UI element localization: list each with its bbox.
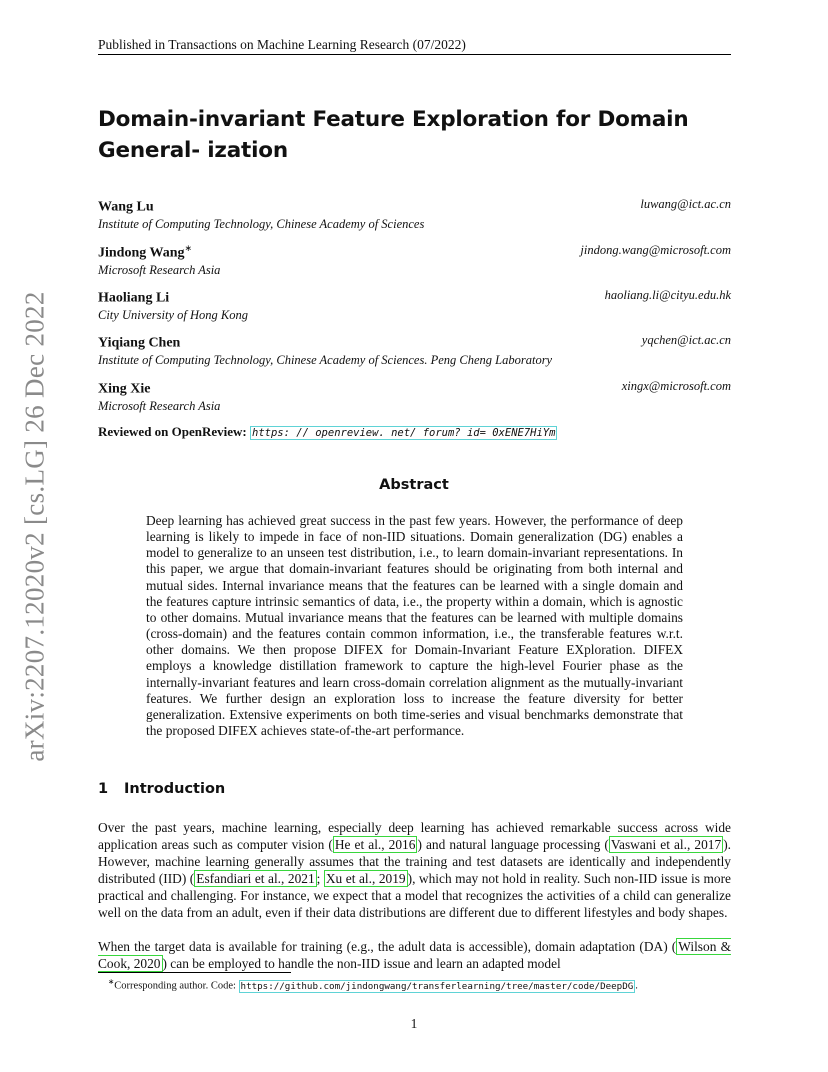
author-affiliation: City University of Hong Kong [98, 307, 248, 322]
section-number: 1 [98, 781, 109, 797]
author-name: Wang Lu [98, 199, 154, 215]
openreview-label: Reviewed on OpenReview: [98, 424, 247, 439]
citation-link[interactable]: Wilson & Cook, 2020 [98, 939, 731, 972]
author-name: Haoliang Li [98, 290, 170, 306]
intro-paragraph-1: Over the past years, machine learning, especially deep learning has achieved remarkable success across wide application areas such as computer vision ( He et al., 2016 ) and natural language processing ( Vaswani et al., 2017 ). However, machine learning generally assumes that the training and test datasets are identically and independently distributed (IID) ( Esfandiari et al., 2021 ; Xu et al., 2019 ), which may not hold in reality. Such non-IID issue is more practical and challenging. For instance, we expect that a model that recognizes the activities of a child can generalize well on the data from an adult, even if their data distributions are different due to different lifestyles and body shapes. [98, 820, 731, 921]
arxiv-identifier-stamp: arXiv:2207.12020v2 [cs.LG] 26 Dec 2022 [19, 291, 50, 762]
abstract-text: Deep learning has achieved great success in the past few years. However, the performance of deep learning is likely to impede in face of non-IID situations. Domain generalization (DG) enables a model to generalize to an unseen test distribution, i.e., to learn domain-invariant representations. In this paper, we argue that domain-invariant features should be originating from both internal and mutual sides. Internal invariance means that the features can be learned with a single domain and the features capture intrinsic semantics of data, i.e., the property within a domain, which is agnostic to other domains. Mutual invariance means that the features can be learned with multiple domains (cross-domain) and the features contain common information, i.e., the transferable features w.r.t. other domains. We then propose DIFEX for Domain-Invariant Feature EXploration. DIFEX employs a knowledge distillation framework to capture the high-level Fourier phase as the internally-invariant features and learn cross-domain correlation alignment as the mutually-invariant features. We further design an exploration loss to increase the feature diversity for better generalization. Extensive experiments on both time-series and visual benchmarks demonstrate that the proposed DIFEX achieves state-of-the-art performance. [146, 513, 683, 739]
author-email: xingx@microsoft.com [621, 379, 731, 393]
author-email: haoliang.li@cityu.edu.hk [604, 288, 731, 302]
citation-link[interactable]: Esfandiari et al., 2021 [196, 871, 315, 887]
openreview-link[interactable]: https: // openreview. net/ forum? id= 0xENE7HiYm [252, 427, 556, 439]
author-block [98, 243, 731, 278]
citation-link[interactable]: Vaswani et al., 2017 [610, 837, 722, 853]
author-block [98, 333, 731, 368]
abstract-heading: Abstract [379, 477, 449, 493]
author-affiliation: Institute of Computing Technology, Chinese Academy of Sciences [98, 216, 425, 231]
author-email: yqchen@ict.ac.cn [641, 333, 731, 347]
footnote-rule [98, 972, 291, 973]
intro-paragraph-2: When the target data is available for training (e.g., the adult data is accessible), domain adaptation (DA) ( Wilson & Cook, 2020 ) can be employed to handle the non-IID issue and learn an adapted model [98, 939, 731, 972]
author-email: luwang@ict.ac.cn [640, 197, 731, 211]
footnote: ∗Corresponding author. Code: https://github.com/jindongwang/transferlearning/tree/master/code/DeepDG . [108, 977, 638, 992]
section-title: Introduction [124, 781, 226, 797]
page-number: 1 [410, 1016, 418, 1031]
author-affiliation: Institute of Computing Technology, Chinese Academy of Sciences. Peng Cheng Laboratory [98, 352, 553, 367]
running-header: Published in Transactions on Machine Learning Research (07/2022) [98, 37, 466, 52]
author-email: jindong.wang@microsoft.com [580, 243, 731, 257]
author-block [98, 197, 731, 232]
citation-link[interactable]: He et al., 2016 [334, 837, 416, 853]
author-name: Xing Xie [98, 381, 151, 397]
code-repository-link[interactable]: https://github.com/jindongwang/transferlearning/tree/master/code/DeepDG [240, 980, 634, 992]
header-rule [98, 54, 731, 55]
author-name: Jindong Wang∗ [98, 243, 193, 261]
author-affiliation: Microsoft Research Asia [98, 398, 221, 413]
citation-link[interactable]: Xu et al., 2019 [325, 871, 406, 887]
author-name: Yiqiang Chen [98, 335, 181, 351]
paper-title: Domain-invariant Feature Exploration for Domain General- ization [98, 107, 689, 163]
author-affiliation: Microsoft Research Asia [98, 262, 221, 277]
author-block [98, 288, 731, 323]
openreview-line [98, 424, 557, 440]
author-block [98, 379, 731, 414]
section-heading-introduction [98, 781, 225, 797]
